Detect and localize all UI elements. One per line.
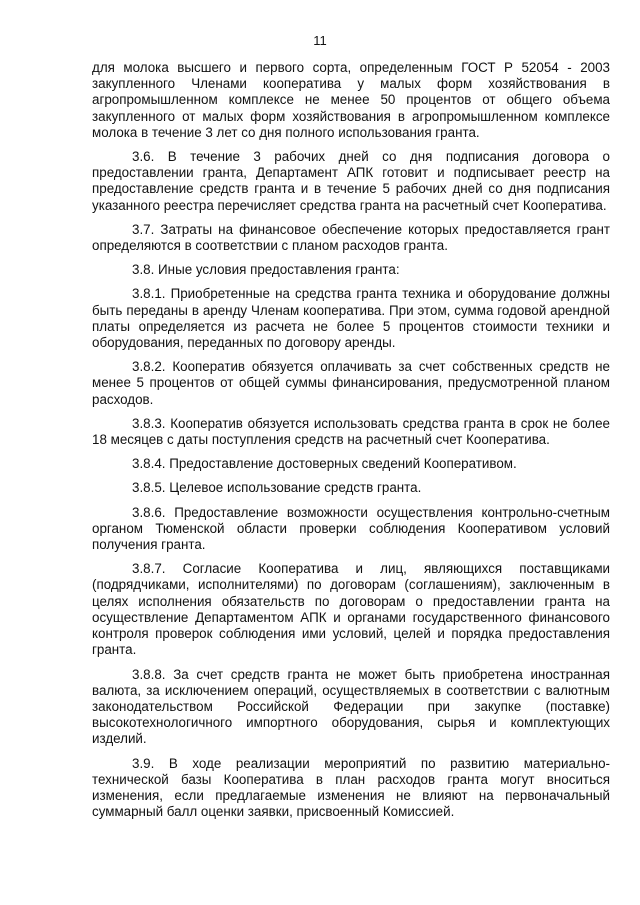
paragraph-continuation: для молока высшего и первого сорта, определенным ГОСТ Р 52054 - 2003 закупленного Членами кооператива у малых форм хозяйствования в агропромышленном комплексе не менее 50 процентов от общего объема закупленного от малых форм хозяйствования в агропромышленном комплексе молока в течение 3 лет со дня полного использования гранта. [92,60,610,140]
paragraph-3-8: 3.8. Иные условия предоставления гранта: [132,262,400,278]
paragraph-3-9: 3.9. В ходе реализации мероприятий по развитию материально-технической базы Кооператива в план расходов гранта могут вноситься изменения, если предлагаемые изменения не влияют на первоначальный суммарный балл оценки заявки, присвоенный Комиссией. [92,755,610,820]
paragraph-3-8-4: 3.8.4. Предоставление достоверных сведений Кооперативом. [132,456,517,472]
paragraph-3-8-1: 3.8.1. Приобретенные на средства гранта техника и оборудование должны быть переданы в аренду Членам кооператива. При этом, сумма годовой арендной платы определяется из расчета не более 5 процентов стоимости техники и оборудования, переданных по договору аренды. [92,286,610,351]
paragraph-3-8-7: 3.8.7. Согласие Кооператива и лиц, являющихся поставщиками (подрядчиками, исполнителями) по договорам (соглашениям), заключенным в целях исполнения обязательств по договорам о предоставлении гранта на осуществление Департаментом АПК и органами государственного финансового контроля проверок соблюдения ими условий, целей и порядка предоставления гранта. [92,561,610,658]
paragraph-3-6: 3.6. В течение 3 рабочих дней со дня подписания договора о предоставлении гранта, Департамент АПК готовит и подписывает реестр на предоставление средств гранта и в течение 5 рабочих дней со дня подписания указанного реестра перечисляет средства гранта на расчетный счет Кооператива. [92,149,610,213]
paragraph-3-8-3: 3.8.3. Кооператив обязуется использовать средства гранта в срок не более 18 месяцев с даты поступления средств на расчетный счет Кооператива. [92,415,610,448]
paragraph-3-8-5: 3.8.5. Целевое использование средств гранта. [132,480,422,496]
paragraph-3-7: 3.7. Затраты на финансовое обеспечение которых предоставляется грант определяются в соответствии с планом расходов гранта. [92,221,610,254]
paragraph-3-8-2: 3.8.2. Кооператив обязуется оплачивать за счет собственных средств не менее 5 процентов от общей суммы финансирования, предусмотренной планом расходов. [92,359,610,407]
page-number: 11 [313,33,327,48]
paragraph-3-8-6: 3.8.6. Предоставление возможности осуществления контрольно-счетным органом Тюменской области проверки соблюдения Кооперативом условий получения гранта. [92,504,610,553]
document-body [92,60,610,828]
paragraph-3-8-8: 3.8.8. За счет средств гранта не может быть приобретена иностранная валюта, за исключением операций, осуществляемых в соответствии с валютным законодательством Российской Федерации при закупке (поставке) высокотехнологичного импортного оборудования, сырья и комплектующих изделий. [92,666,610,747]
